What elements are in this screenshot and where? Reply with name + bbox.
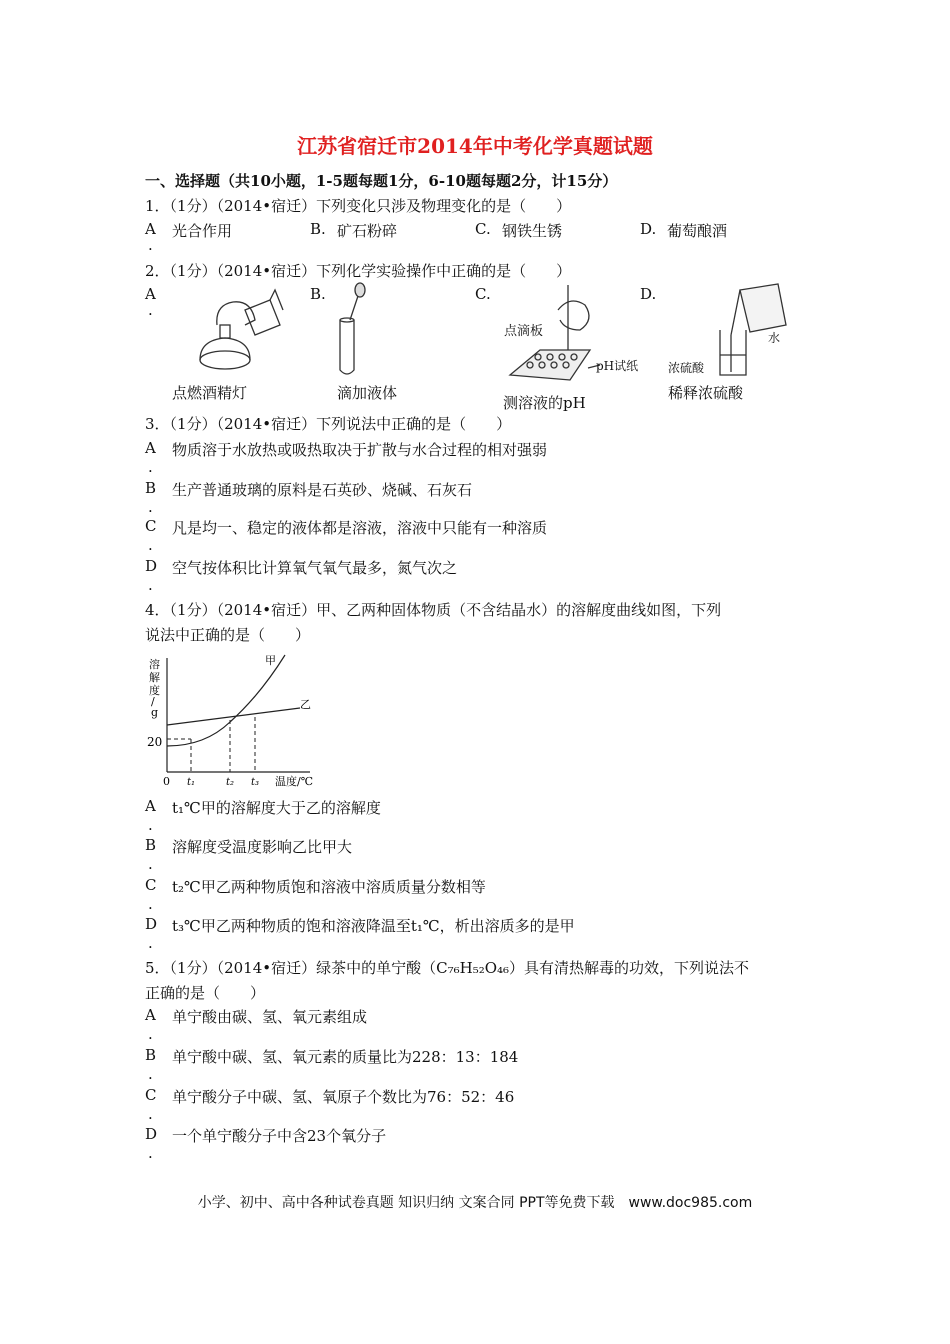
q4-option-b: 溶解度受温度影响乙比甲大 [172, 838, 353, 856]
q2-stem: 2．（1分）（2014•宿迁）下列化学实验操作中正确的是（ ） [145, 262, 572, 280]
q3-option-c: 凡是均一、稳定的液体都是溶液，溶液中只能有一种溶质 [172, 519, 548, 537]
q3-option-d: 空气按体积比计算氧气氧气最多，氮气次之 [172, 559, 458, 577]
x-axis-label: 温度/℃ [275, 775, 314, 788]
q2-c-plate-label: 点滴板 [504, 324, 544, 339]
q5-option-a: 单宁酸由碳、氢、氧元素组成 [172, 1008, 368, 1026]
q2-d-acid-label: 浓硫酸 [668, 361, 705, 375]
list-dot: . [148, 236, 153, 254]
curve-yi [167, 708, 300, 725]
y-label-3: 度 [149, 684, 160, 697]
dropper-test-tube-illustration [330, 280, 380, 380]
origin-label: 0 [163, 775, 170, 788]
list-dot: . [148, 458, 153, 476]
list-dot: . [148, 1065, 153, 1083]
q4-option-c: t₂℃甲乙两种物质饱和溶液中溶质质量分数相等 [172, 878, 486, 896]
list-dot: . [148, 934, 153, 952]
x-tick-t1: t₁ [187, 777, 196, 788]
q4-option-c-letter: C [145, 876, 157, 894]
q5-stem-line1: 5．（1分）（2014•宿迁）绿茶中的单宁酸（C₇₆H₅₂O₄₆）具有清热解毒的功效，下列说法不 [145, 959, 750, 977]
q3-option-a-letter: A [145, 439, 156, 457]
q5-option-a-letter: A [145, 1006, 156, 1024]
y-tick-20: 20 [147, 735, 163, 749]
q1-option-c-letter: C. [475, 220, 491, 238]
q2-option-c-letter: C. [475, 285, 491, 303]
list-dot: . [148, 498, 153, 516]
q2-d-water-label: 水 [768, 331, 781, 345]
q1-option-b: 矿石粉碎 [337, 222, 398, 240]
page-title: 江苏省宿迁市2014年中考化学真题试题 [297, 134, 653, 158]
q4-option-b-letter: B [145, 836, 157, 854]
footer-text: 小学、初中、高中各种试卷真题 知识归纳 文案合同 PPT等免费下载 www.doc985.com [197, 1195, 753, 1211]
list-dot: . [148, 1144, 153, 1162]
curve-jia [167, 655, 285, 746]
curve-yi-label: 乙 [300, 698, 311, 711]
q2-caption-a: 点燃酒精灯 [172, 384, 248, 402]
q2-option-a-letter: A [145, 285, 156, 303]
list-dot: . [148, 1105, 153, 1123]
alcohol-lamp-illustration [185, 280, 295, 380]
q1-stem: 1．（1分）（2014•宿迁）下列变化只涉及物理变化的是（ ） [145, 197, 572, 215]
q1-option-d-letter: D. [640, 220, 657, 238]
y-label-1: 溶 [149, 658, 160, 671]
q4-stem-line2: 说法中正确的是（ ） [145, 626, 311, 644]
q1-option-a: 光合作用 [172, 222, 233, 240]
q4-option-d-letter: D [145, 915, 158, 933]
q2-caption-b: 滴加液体 [337, 384, 398, 402]
q1-option-b-letter: B. [310, 220, 326, 238]
q4-stem-line1: 4．（1分）（2014•宿迁）甲、乙两种固体物质（不含结晶水）的溶解度曲线如图，下列 [145, 601, 722, 619]
solubility-chart [145, 650, 330, 790]
curve-jia-label: 甲 [265, 654, 276, 667]
q3-option-c-letter: C [145, 517, 157, 535]
x-tick-t2: t₂ [226, 777, 235, 788]
x-tick-t3: t₃ [251, 777, 260, 788]
list-dot: . [148, 816, 153, 834]
q5-option-d-letter: D [145, 1125, 158, 1143]
q3-option-b: 生产普通玻璃的原料是石英砂、烧碱、石灰石 [172, 481, 473, 499]
list-dot: . [148, 895, 153, 913]
q1-option-c: 钢铁生锈 [502, 222, 563, 240]
q2-option-d-letter: D. [640, 285, 657, 303]
dilute-acid-illustration [668, 280, 798, 380]
q5-option-b: 单宁酸中碳、氢、氧元素的质量比为228：13：184 [172, 1048, 519, 1066]
list-dot: . [148, 576, 153, 594]
q3-option-b-letter: B [145, 479, 157, 497]
q5-option-d: 一个单宁酸分子中含23个氧分子 [172, 1127, 387, 1145]
q1-option-a-letter: A [145, 220, 156, 238]
q1-option-d: 葡萄酿酒 [667, 222, 728, 240]
q3-option-a: 物质溶于水放热或吸热取决于扩散与水合过程的相对强弱 [172, 441, 548, 459]
list-dot: . [148, 536, 153, 554]
q5-option-c: 单宁酸分子中碳、氢、氧原子个数比为76：52：46 [172, 1088, 515, 1106]
q3-stem: 3．（1分）（2014•宿迁）下列说法中正确的是（ ） [145, 415, 512, 433]
q2-caption-d: 稀释浓硫酸 [668, 384, 744, 402]
q4-option-a-letter: A [145, 797, 156, 815]
list-dot: . [148, 301, 153, 319]
q2-caption-c: 测溶液的pH [503, 394, 586, 412]
y-label-2: 解 [149, 671, 160, 684]
q2-c-paper-label: pH试纸 [596, 359, 639, 373]
q2-option-b-letter: B. [310, 285, 326, 303]
q4-option-a: t₁℃甲的溶解度大于乙的溶解度 [172, 799, 381, 817]
q5-option-c-letter: C [145, 1086, 157, 1104]
y-label-4: / [151, 695, 155, 708]
q5-stem-line2: 正确的是（ ） [145, 984, 266, 1002]
q4-option-d: t₃℃甲乙两种物质的饱和溶液降温至t₁℃，析出溶质多的是甲 [172, 917, 575, 935]
y-label-5: g [151, 706, 159, 719]
ph-test-illustration [500, 280, 640, 390]
q5-option-b-letter: B [145, 1046, 157, 1064]
q3-option-d-letter: D [145, 557, 158, 575]
list-dot: . [148, 1025, 153, 1043]
section-heading: 一、选择题（共10小题，1-5题每题1分，6-10题每题2分，计15分） [145, 172, 618, 190]
list-dot: . [148, 855, 153, 873]
